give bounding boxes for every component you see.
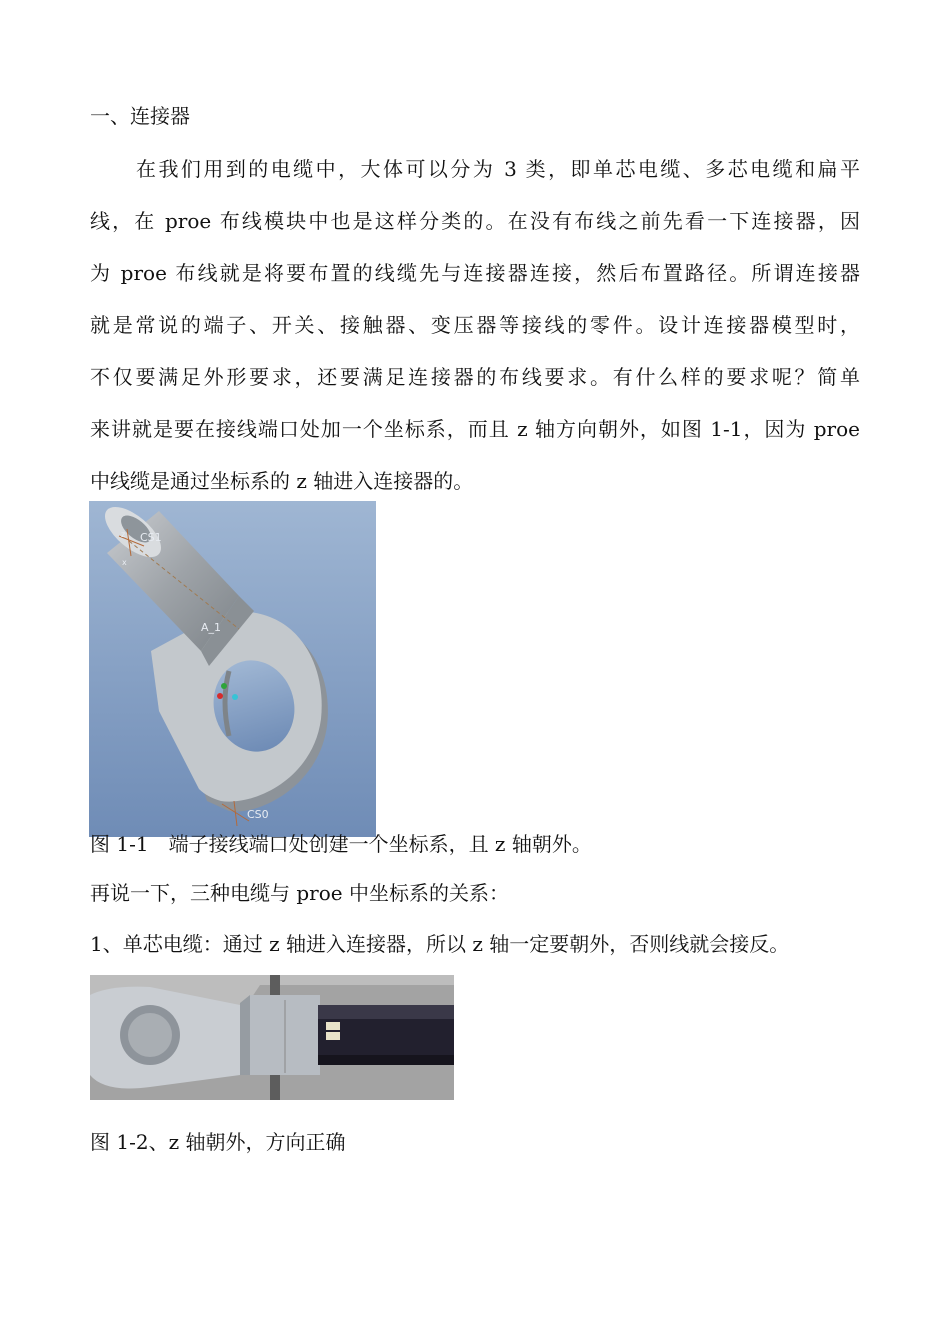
cs1-label: CS1 [140,531,162,544]
x-axis-label: x [122,558,127,567]
cs0-label: CS0 [247,808,269,821]
figure-1-1-image [89,501,376,837]
figure-1-1-caption: 图 1-1 端子接线端口处创建一个坐标系，且 z 轴朝外。 [90,832,592,856]
figure-1-2-caption: 图 1-2、z 轴朝外，方向正确 [90,1130,346,1154]
paragraph-line: 为 proe 布线就是将要布置的线缆先与连接器连接，然后布置路径。所谓连接器 [90,261,860,285]
paragraph-line: 不仅要满足外形要求，还要满足连接器的布线要求。有什么样的要求呢？简单 [90,365,860,389]
axis-a1-label: A_1 [201,621,222,634]
figure-1-2-image [90,975,454,1100]
item-single-core: 1、单芯电缆：通过 z 轴进入连接器，所以 z 轴一定要朝外，否则线就会接反。 [90,932,790,956]
relation-line: 再说一下，三种电缆与 proe 中坐标系的关系： [90,881,509,905]
section-heading: 一、连接器 [90,104,190,128]
paragraph-line: 就是常说的端子、开关、接触器、变压器等接线的零件。设计连接器模型时， [90,313,860,337]
z-axis-label: z [121,530,126,539]
paragraph-line: 中线缆是通过坐标系的 z 轴进入连接器的。 [90,469,474,493]
paragraph-line: 线，在 proe 布线模块中也是这样分类的。在没有布线之前先看一下连接器，因 [90,209,860,233]
paragraph-line: 在我们用到的电缆中，大体可以分为 3 类，即单芯电缆、多芯电缆和扁平 [136,157,860,181]
paragraph-line: 来讲就是要在接线端口处加一个坐标系，而且 z 轴方向朝外，如图 1-1，因为 proe [90,417,860,441]
